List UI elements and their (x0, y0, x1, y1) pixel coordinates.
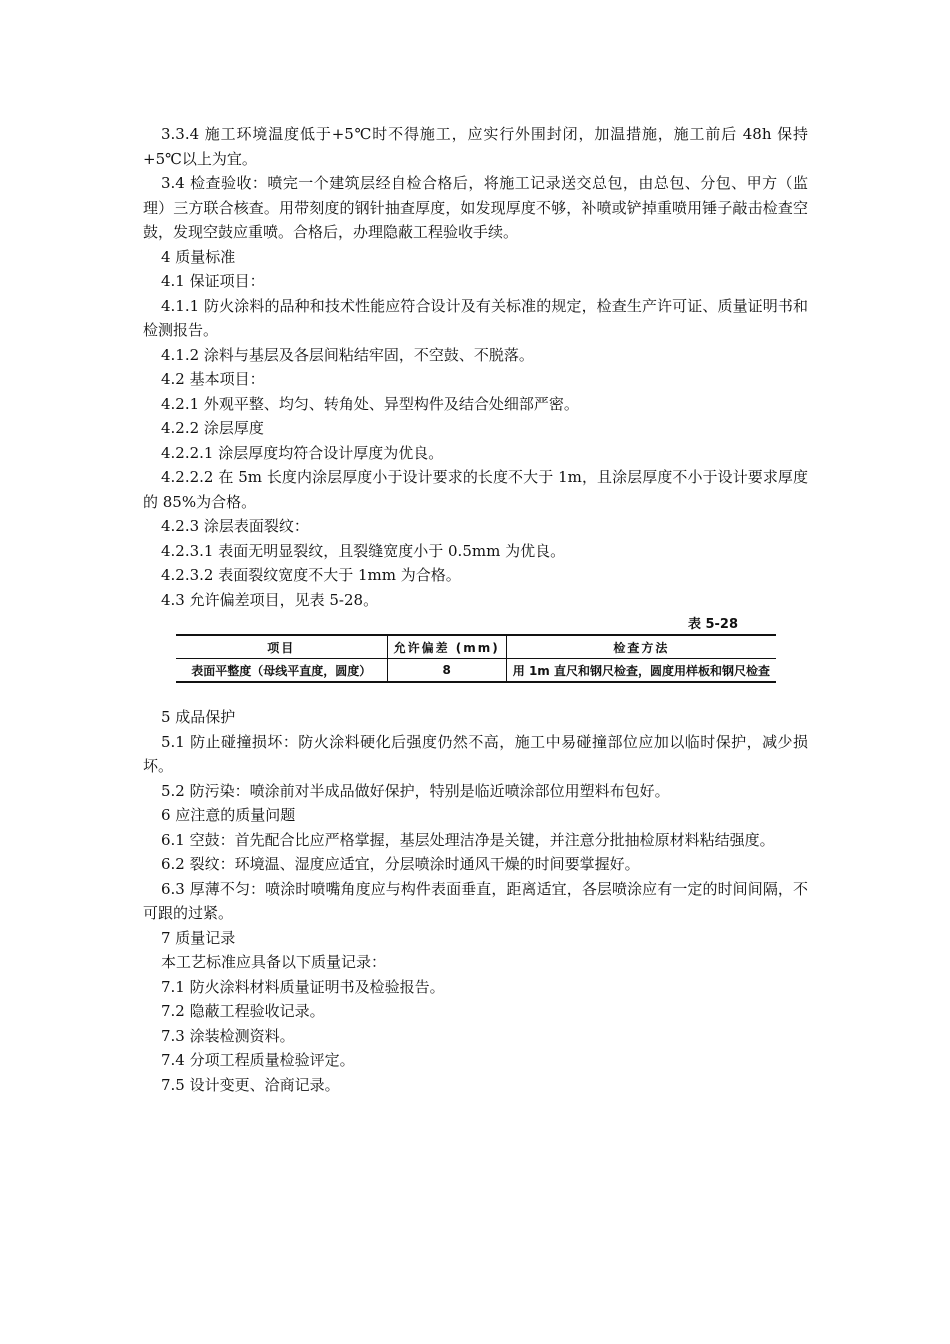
table-cell-method: 用 1m 直尺和钢尺检查，圆度用样板和钢尺检查 (506, 659, 776, 683)
column-header-item: 项目 (176, 635, 387, 659)
section-heading: 6 应注意的质量问题 (161, 806, 296, 824)
column-header-method: 检查方法 (506, 635, 776, 659)
paragraph: 4.1.1 防火涂料的品种和技术性能应符合设计及有关标准的规定，检查生产许可证、质量证明书和检测报告。 (143, 296, 808, 339)
paragraph: 3.4 检查验收：喷完一个建筑层经自检合格后，将施工记录送交总包，由总包、分包、甲方（监理）三方联合核查。用带刻度的钢针抽查厚度，如发现厚度不够，补喷或铲掉重喷用锤子敲击检查空鼓，发现空鼓应重喷。合格后，办理隐蔽工程验收手续。 (143, 174, 808, 241)
subsection-heading: 4.1 保证项目： (161, 272, 265, 290)
paragraph: 本工艺标准应具备以下质量记录： (161, 953, 387, 971)
paragraph: 4.1.2 涂料与基层及各层间粘结牢固，不空鼓、不脱落。 (161, 345, 534, 364)
subsection-heading: 4.2 基本项目： (161, 370, 265, 388)
paragraph: 6.3 厚薄不匀：喷涂时喷嘴角度应与构件表面垂直，距离适宜，各层喷涂应有一定的时间间隔，不可跟的过紧。 (143, 879, 808, 922)
paragraph: 4.2.1 外观平整、均匀、转角处、异型构件及结合处细部严密。 (161, 394, 579, 413)
document-page (143, 122, 808, 1097)
table-cell-item: 表面平整度（母线平直度，圆度） (191, 663, 372, 678)
table-row (176, 659, 776, 683)
list-item: 7.1 防火涂料材料质量证明书及检验报告。 (161, 977, 445, 996)
list-item: 7.2 隐蔽工程验收记录。 (161, 1002, 325, 1020)
paragraph: 5.1 防止碰撞损坏：防火涂料硬化后强度仍然不高，施工中易碰撞部位应加以临时保护，减少损坏。 (143, 732, 808, 775)
table-caption: 表 5-28 (687, 617, 738, 632)
column-header-tolerance: 允许偏差 (mm) (387, 635, 506, 659)
table-cell-tolerance: 8 (387, 659, 506, 683)
paragraph: 4.2.3.1 表面无明显裂纹，且裂缝宽度小于 0.5mm 为优良。 (161, 541, 566, 560)
paragraph: 5.2 防污染：喷涂前对半成品做好保护，特别是临近喷涂部位用塑料布包好。 (161, 781, 670, 800)
paragraph: 4.3 允许偏差项目，见表 5-28。 (161, 590, 379, 609)
paragraph: 4.2.2.2 在 5m 长度内涂层厚度小于设计要求的长度不大于 1m，且涂层厚度不小于设计要求厚度的 85%为合格。 (143, 468, 808, 511)
section-heading: 5 成品保护 (161, 708, 236, 726)
tolerance-table (176, 634, 776, 683)
paragraph: 4.2.2.1 涂层厚度均符合设计厚度为优良。 (161, 443, 444, 462)
section-heading: 4 质量标准 (161, 247, 236, 266)
list-item: 7.4 分项工程质量检验评定。 (161, 1051, 355, 1069)
paragraph: 4.2.2 涂层厚度 (161, 419, 264, 437)
list-item: 7.5 设计变更、洽商记录。 (161, 1075, 340, 1094)
table-header-row (176, 635, 776, 659)
tolerance-table-block (176, 616, 776, 683)
paragraph: 6.1 空鼓：首先配合比应严格掌握，基层处理洁净是关键，并注意分批抽检原材料粘结强度。 (161, 830, 775, 849)
paragraph: 3.3.4 施工环境温度低于+5℃时不得施工，应实行外围封闭，加温措施，施工前后 48h 保持+5℃以上为宜。 (143, 125, 808, 168)
section-heading: 7 质量记录 (161, 928, 236, 947)
paragraph: 4.2.3.2 表面裂纹宽度不大于 1mm 为合格。 (161, 566, 461, 584)
list-item: 7.3 涂装检测资料。 (161, 1026, 295, 1045)
paragraph: 6.2 裂纹：环境温、湿度应适宜，分层喷涂时通风干燥的时间要掌握好。 (161, 855, 640, 873)
paragraph: 4.2.3 涂层表面裂纹： (161, 517, 309, 535)
